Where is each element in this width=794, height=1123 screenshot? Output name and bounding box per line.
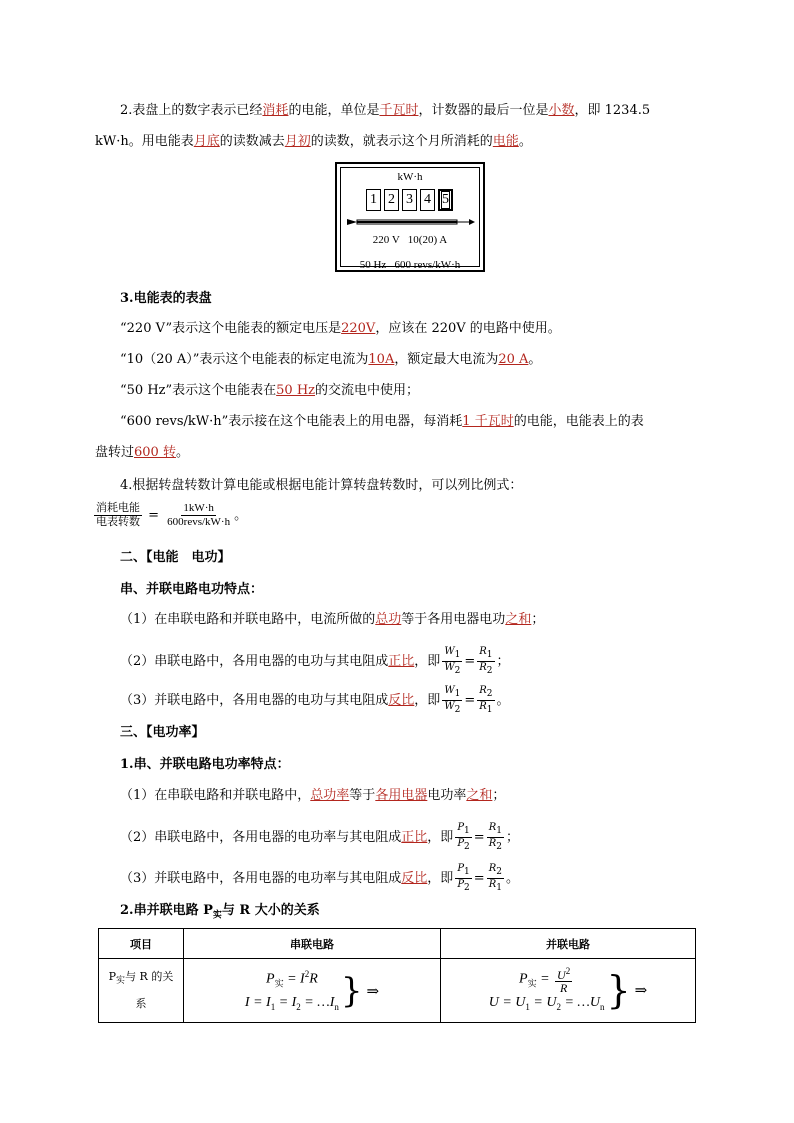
answer: 月初 — [284, 134, 311, 149]
table-header: 并联电路 — [441, 929, 696, 959]
text: 表盘上的数字表示已经 — [132, 103, 263, 118]
meter-digit-decimal: 5 — [438, 189, 453, 211]
work-point-2: （2）串联电路中，各用电器的电功与其电阻成正比，即 $\frac{W1}{W2}$ = $\frac{R1}{R2}$ ； — [120, 646, 510, 676]
answer: 600 转 — [134, 445, 176, 460]
fraction-r2-r1: $\frac{R2}{R1}$ — [488, 863, 502, 893]
answer: 反比 — [401, 871, 428, 886]
answer: 反比 — [388, 693, 415, 708]
text: kW·h。用电能表 — [95, 134, 194, 149]
meter-digit: 4 — [420, 189, 435, 211]
fraction-r1-r2: $\frac{R1}{R2}$ — [488, 822, 502, 852]
text: 的读数，就表示这个月所消耗的 — [310, 134, 493, 149]
fraction: $\frac{\text{消耗电能}}{\text{电表转数}}$ — [96, 502, 140, 528]
fraction: $\frac{1kW\cdot h}{\text{600revs/kW·h}}$ — [167, 502, 231, 528]
parallel-formula-cell: $P_实$ = $\frac{U^2}{R}$ $U = U_1 = U_2$ = $\dots U_n$ } ⇒ — [441, 959, 696, 1023]
meter-rating-explanation-3: “50 Hz”表示这个电能表在50 Hz的交流电中使用； — [120, 383, 420, 398]
meter-digit: 1 — [366, 189, 381, 211]
table-row-label: $P_实$与 R 的关 系 — [99, 959, 184, 1023]
meter-rating-explanation-4: “600 revs/kW·h”表示接在这个电能表上的用电器，每消耗1 千瓦时的电能，电能表上的表 — [120, 414, 644, 429]
paragraph-2-line-2 — [95, 133, 532, 151]
table-header: 串联电路 — [184, 929, 441, 959]
answer: 各用电器 — [375, 788, 428, 803]
power-point-2: （2）串联电路中，各用电器的电功率与其电阻成正比，即 $\frac{P1}{P2}$ = $\frac{R1}{R2}$ ； — [120, 822, 519, 852]
power-point-1: （1）在串联电路和并联电路中，总功率等于各用电器电功率之和； — [120, 788, 506, 803]
answer: 月底 — [193, 134, 220, 149]
proportion-intro: 4.根据转盘转数计算电能或根据电能计算转盘转数时，可以列比例式： — [120, 478, 523, 493]
table-header-row — [99, 929, 696, 959]
answer: 50 Hz — [276, 383, 316, 398]
proportion-formula: $\frac{\text{消耗电能}}{\text{电表转数}}$ = $\frac{1kW\cdot h}{\text{600revs/kW·h}}$ 。 — [96, 502, 248, 528]
answer: 之和 — [466, 788, 493, 803]
answer: 1 千瓦时 — [462, 414, 514, 429]
item-number: 2. — [120, 103, 133, 118]
paragraph-2-line-1 — [120, 102, 650, 120]
fraction-r2-r1: $\frac{R2}{R1}$ — [479, 685, 493, 715]
section-electric-work-title: 二、【电能 电功】 — [120, 550, 231, 565]
power-point-3: （3）并联电路中，各用电器的电功率与其电阻成反比，即 $\frac{P1}{P2}$ = $\frac{R2}{R1}$ 。 — [120, 863, 519, 893]
meter-rating-explanation-5: 盘转过600 转。 — [95, 445, 189, 460]
meter-digits — [366, 189, 456, 211]
answer: 小数 — [548, 103, 575, 118]
fraction-r1-r2: $\frac{R1}{R2}$ — [479, 646, 493, 676]
answer: 正比 — [388, 654, 415, 669]
meter-digit: 2 — [384, 189, 399, 211]
work-point-1: （1）在串联电路和并联电路中，电流所做的总功等于各用电器电功之和； — [120, 612, 545, 627]
meter-rating: 220 V 10(20) A — [372, 234, 448, 246]
work-point-3: （3）并联电路中，各用电器的电功与其电阻成反比，即 $\frac{W1}{W2}$ = $\frac{R2}{R1}$ 。 — [120, 685, 510, 715]
answer: 20 A — [498, 352, 529, 367]
section-3-title: 3.电能表的表盘 — [120, 291, 212, 306]
answer: 正比 — [401, 830, 428, 845]
answer: 220V — [341, 321, 376, 336]
section-power-subtitle: 1.串、并联电路电功率特点： — [120, 757, 290, 772]
meter-disc-arrow — [345, 216, 477, 228]
text: 。 — [518, 134, 532, 149]
meter-rating-explanation-1: “220 V”表示这个电能表的额定电压是220V，应该在 220V 的电路中使用。 — [120, 321, 561, 336]
fraction-w1-w2: $\frac{W1}{W2}$ — [444, 646, 461, 676]
section-electric-work-subtitle: 串、并联电路电功特点： — [120, 582, 264, 597]
relation-table — [98, 928, 696, 1023]
section-power-title: 三、【电功率】 — [120, 725, 205, 740]
meter-face — [340, 167, 480, 271]
text: ，即 1234.5 — [574, 103, 651, 118]
meter-figure — [335, 162, 485, 272]
answer: 消耗 — [262, 103, 289, 118]
meter-digit: 3 — [402, 189, 417, 211]
fraction-p1-p2: $\frac{P1}{P2}$ — [457, 822, 470, 852]
answer: 之和 — [505, 612, 532, 627]
text: ，计数器的最后一位是 — [418, 103, 549, 118]
text: 的电能，单位是 — [288, 103, 380, 118]
answer: 千瓦时 — [379, 103, 419, 118]
relation-title: 2.串并联电路 $P_实$与 R 大小的关系 — [120, 903, 320, 921]
table-row — [99, 959, 696, 1023]
text: 的读数减去 — [219, 134, 285, 149]
table-header: 项目 — [99, 929, 184, 959]
meter-unit: kW·h — [397, 171, 423, 183]
answer: 电能 — [492, 134, 519, 149]
meter-rating-explanation-2: “10（20 A）”表示这个电能表的标定电流为10A，额定最大电流为20 A。 — [120, 352, 542, 367]
fraction-p1-p2: $\frac{P1}{P2}$ — [457, 863, 470, 893]
answer: 总功率 — [310, 788, 350, 803]
fraction-w1-w2: $\frac{W1}{W2}$ — [444, 685, 461, 715]
series-formula-cell: $P_实 = I^2R$ $I = I_1 = I_2$ = $\dots I_n$ } ⇒ — [184, 959, 441, 1023]
meter-frequency: 50 Hz 600 revs/kW·h — [359, 259, 461, 271]
answer: 总功 — [375, 612, 402, 627]
answer: 10A — [368, 352, 395, 367]
